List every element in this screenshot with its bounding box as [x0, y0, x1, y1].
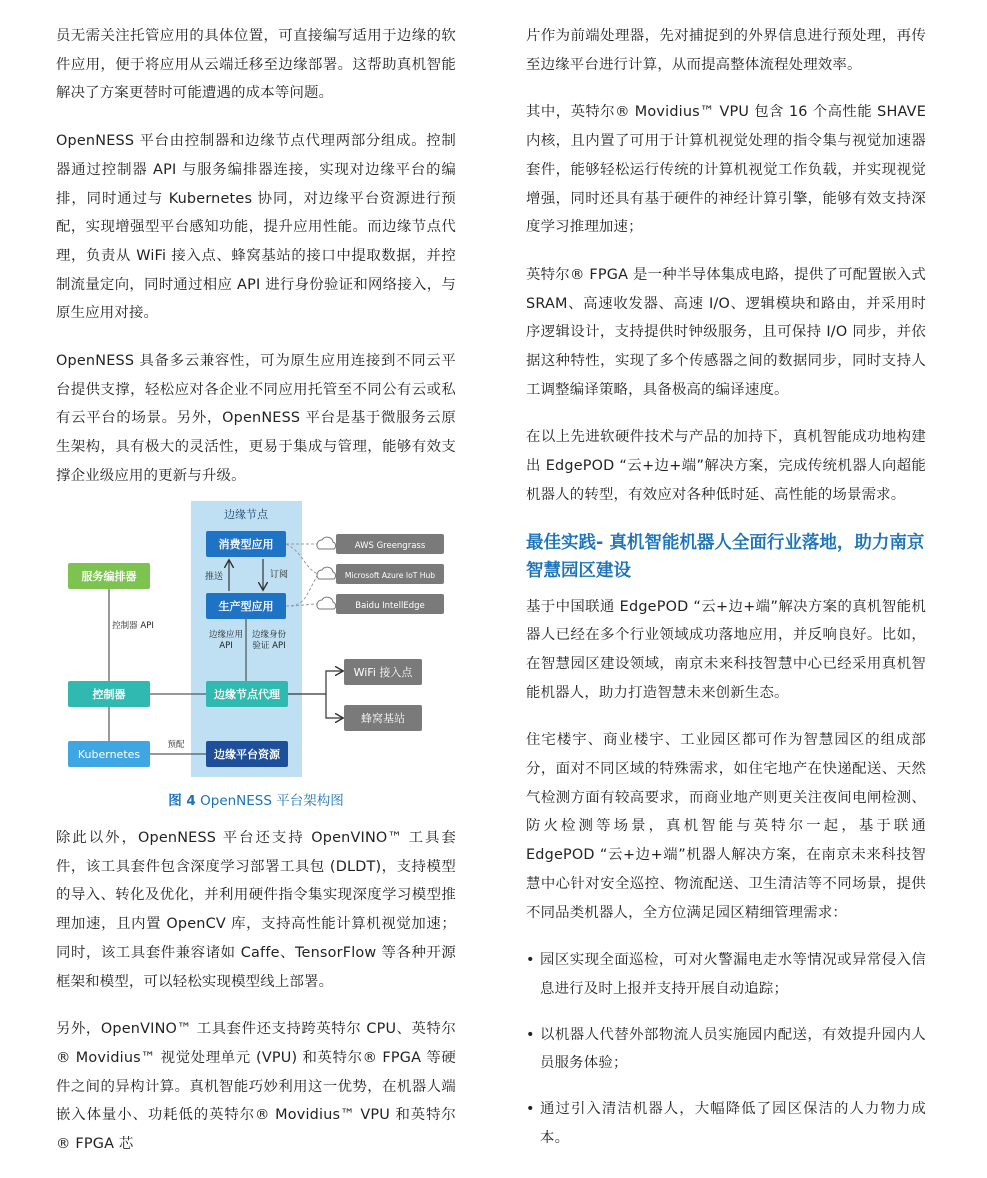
- consumer-app-label: 消费型应用: [218, 538, 274, 551]
- left-column-lower: [56, 824, 456, 1178]
- list-item: [526, 1021, 926, 1078]
- figure-caption-number: 图 4: [168, 793, 196, 809]
- wifi-ap-label: WiFi 接入点: [353, 666, 413, 679]
- right-paragraph-1: 片作为前端处理器，先对捕捉到的外界信息进行预处理，再传至边缘平台进行计算，从而提高整体流程处理效率。: [526, 28, 926, 73]
- list-item-text: 通过引入清洁机器人，大幅降低了园区保洁的人力物力成本。: [540, 1101, 926, 1146]
- section-heading: 最佳实践- 真机智能机器人全面行业落地，助力南京智慧园区建设: [526, 532, 925, 581]
- needs-list: [526, 946, 926, 1152]
- edge-app-api-line1: 边缘应用: [208, 630, 244, 640]
- cell-station-label: 蜂窝基站: [361, 712, 405, 725]
- left-column: [56, 22, 456, 510]
- bullet-dot-icon: •: [526, 1101, 535, 1118]
- producer-app-label: 生产型应用: [218, 600, 274, 613]
- openness-architecture-figure: [56, 493, 456, 811]
- subscribe-label: 订阅: [269, 570, 289, 580]
- right-paragraph-5: 基于中国联通 EdgePOD “云+边+端”解决方案的真机智能机器人已经在多个行业领域成功落地应用，并反响良好。比如，在智慧园区建设领域，南京未来科技智慧中心已经采用真机智能机器人，助力打造智慧未来创新生态。: [526, 598, 926, 701]
- right-paragraph-6: 住宅楼宇、商业楼宇、工业园区都可作为智慧园区的组成部分，面对不同区域的特殊需求，如住宅地产在快递配送、天然气检测方面有较高要求，而商业地产则更关注夜间电闸检测、防火检测等场景，真机智能与英特尔一起，基于联通 EdgePOD “云+边+端”机器人解决方案，在南京未来科技智慧中心针对安全巡控、物流配送、卫生清洁等不同场景，提供不同品类机器人，全方位满足园区精细管理需求：: [526, 732, 926, 921]
- right-paragraph-3: 英特尔® FPGA 是一种半导体集成电路，提供了可配置嵌入式 SRAM、高速收发器、高速 I/O、逻辑模块和路由，并采用时序逻辑设计，支持提供时钟级服务，且可保持 I/O 同步，并依据这种特性，实现了多个传感器之间的数据同步，同时支持人工调整编译策略，具备极高的编译速度。: [526, 266, 926, 398]
- left-paragraph-4: 除此以外，OpenNESS 平台还支持 OpenVINO™ 工具套件，该工具套件包含深度学习部署工具包 (DLDT)，支持模型的导入、转化及优化，并利用硬件指令集实现深度学习模型推理加速，且内置 OpenCV 库，支持高性能计算机视觉加速；同时，该工具套件兼容诸如 Caffe、TensorFlow 等各种开源框架和模型，可以轻松实现模型线上部署。: [56, 830, 456, 990]
- cloud-label-azure: Microsoft Azure IoT Hub: [344, 571, 436, 580]
- cell-arrow: [326, 694, 342, 718]
- bullet-dot-icon: •: [526, 1026, 535, 1043]
- cloud-label-baidu: Baidu IntellEdge: [355, 601, 425, 611]
- edge-platform-resources-label: 边缘平台资源: [214, 748, 280, 761]
- right-paragraph-4: 在以上先进软硬件技术与产品的加持下，真机智能成功地构建出 EdgePOD “云+边+端”解决方案，完成传统机器人向超能机器人的转型，有效应对各种低时延、高性能的场景需求。: [526, 429, 926, 503]
- edge-app-api-line2: API: [219, 641, 233, 651]
- figure-caption: [56, 789, 456, 809]
- left-paragraph-1: 员无需关注托管应用的具体位置，可直接编写适用于边缘的软件应用，便于将应用从云端迁移至边缘部署。这帮助真机智能解决了方案更替时可能遭遇的成本等问题。: [56, 28, 456, 102]
- cloud-icon: [317, 597, 336, 609]
- right-column: [526, 22, 926, 1170]
- list-item-text: 以机器人代替外部物流人员实施园内配送，有效提升园内人员服务体验；: [540, 1026, 926, 1072]
- list-item-text: 园区实现全面巡检，可对火警漏电走水等情况或异常侵入信息进行及时上报并支持开展自动追踪；: [540, 952, 926, 997]
- edge-auth-api-line2: 验证 API: [252, 641, 286, 651]
- figure-caption-text: OpenNESS 平台架构图: [200, 793, 344, 809]
- edge-node-title: 边缘节点: [224, 508, 268, 521]
- push-label: 推送: [204, 572, 224, 582]
- controller-label: 控制器: [92, 688, 126, 701]
- left-paragraph-3: OpenNESS 具备多云兼容性，可为原生应用连接到不同云平台提供支撑，轻松应对各企业不同应用托管至不同公有云或私有云平台的场景。另外，OpenNESS 平台是基于微服务云原生架构，具有极大的灵活性，更易于集成与管理，能够有效支撑企业级应用的更新与升级。: [56, 353, 456, 484]
- bullet-dot-icon: •: [526, 952, 535, 969]
- cloud-icon: [317, 567, 336, 579]
- list-item: [526, 1095, 926, 1152]
- right-paragraph-2: 其中，英特尔® Movidius™ VPU 包含 16 个高性能 SHAVE 内核，且内置了可用于计算机视觉处理的指令集与视觉加速器套件，能够轻松运行传统的计算机视觉工作负载，并实现视觉增强，同时还具有基于硬件的神经计算引擎，能够有效支持深度学习推理加速；: [526, 104, 926, 236]
- cloud-label-aws: AWS Greengrass: [354, 541, 426, 551]
- cloud-icons: [317, 537, 336, 609]
- controller-api-label: 控制器 API: [112, 621, 154, 631]
- service-orchestrator-label: 服务编排器: [81, 570, 137, 583]
- architecture-diagram: [56, 493, 456, 793]
- kubernetes-label: Kubernetes: [77, 748, 141, 761]
- left-paragraph-5: 另外，OpenVINO™ 工具套件还支持跨英特尔 CPU、英特尔® Movidius™ 视觉处理单元 (VPU) 和英特尔® FPGA 等硬件之间的异构计算。真机智能巧妙利用这一优势，在机器人端嵌入体量小、功耗低的英特尔® Movidius™ VPU 和英特尔® FPGA 芯: [56, 1021, 456, 1153]
- edge-auth-api-line1: 边缘身份: [251, 630, 287, 640]
- list-item: [526, 946, 926, 1003]
- cloud-icon: [317, 537, 336, 549]
- edge-node-agent-label: 边缘节点代理: [214, 688, 280, 701]
- provision-label: 预配: [167, 740, 185, 750]
- left-paragraph-2: OpenNESS 平台由控制器和边缘节点代理两部分组成。控制器通过控制器 API 与服务编排器连接，实现对边缘平台的编排，同时通过与 Kubernetes 协同，对边缘平台资源进行预配，实现增强型平台感知功能，提升应用性能。而边缘节点代理，负责从 WiFi 接入点、蜂窝基站的接口中提取数据，并控制流量定向，同时通过相应 API 进行身份验证和网络接入，与原生应用对接。: [56, 133, 456, 322]
